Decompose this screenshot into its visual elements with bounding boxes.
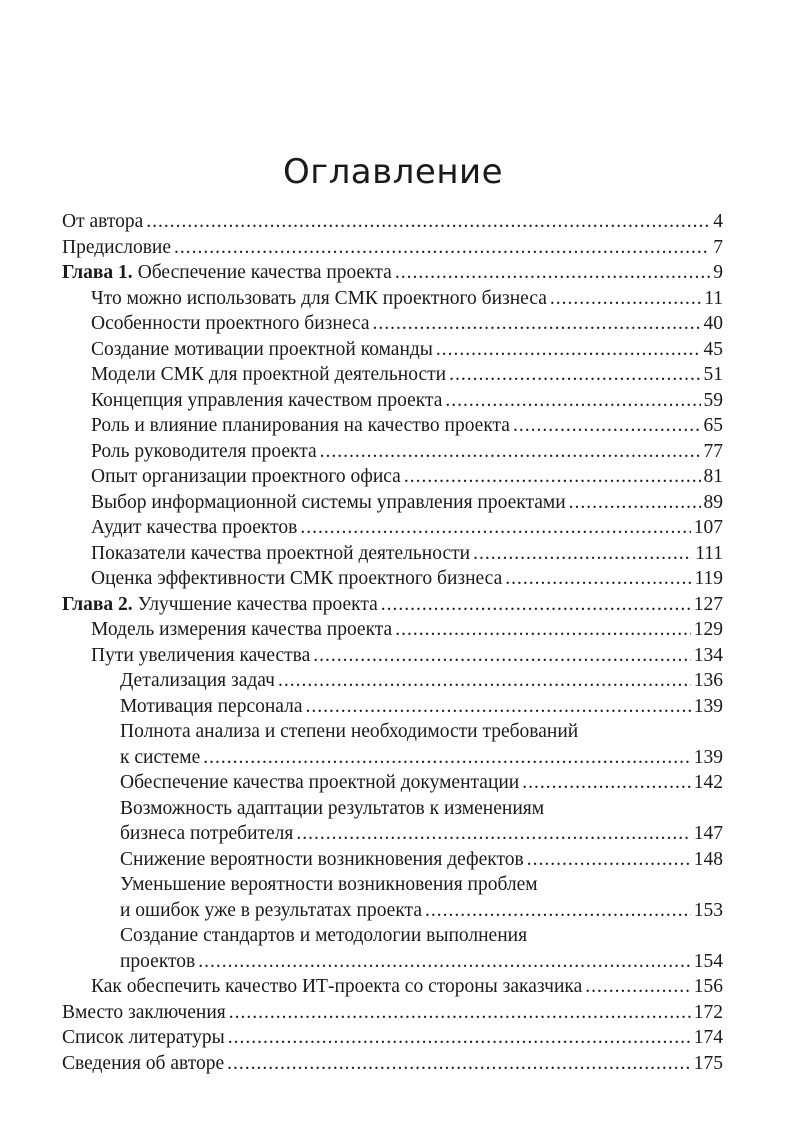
toc-leader-dots [522,770,691,796]
toc-entry-title: Особенности проектного бизнеса [91,313,370,334]
toc-entry[interactable] [62,617,723,643]
toc-chapter-label: Глава 1. [62,262,133,283]
toc-entry-title-continued: к системе [120,746,201,768]
toc-page-number: 175 [693,1052,723,1074]
toc-entry[interactable] [62,1025,723,1051]
toc-entry-title: От автора [62,211,144,232]
toc-entry-title: Аудит качества проектов [91,517,298,538]
toc-entry[interactable] [62,388,723,414]
toc-page-number: 107 [693,517,723,538]
toc-leader-dots [445,388,700,414]
toc-entry-title: Выбор информационной системы управления проектами [91,491,566,513]
toc-page-number: 40 [703,313,723,334]
toc-entry-title: Мотивация персонала [120,695,303,717]
toc-leader-dots [473,541,692,567]
toc-page-number: 139 [693,746,723,768]
toc-entry-title: Опыт организации проектного офиса [91,466,401,487]
toc-entry-title: Роль и влияние планирования на качество проекта [91,415,510,436]
toc-leader-dots [436,337,701,363]
toc-entry-title: Список литературы [62,1027,225,1048]
toc-entry[interactable] [62,974,723,1000]
toc-leader-dots [174,235,710,261]
toc-entry[interactable] [62,694,723,720]
toc-entry-title: Предисловие [62,236,172,258]
toc-entry[interactable] [62,413,723,439]
toc-leader-dots [313,643,690,669]
toc-entry-title: Пути увеличения качества [91,644,311,666]
toc-entry-title: Как обеспечить качество ИТ-проекта со стороны заказчика [91,976,583,997]
toc-leader-dots [203,745,690,771]
toc-entry[interactable] [62,668,723,694]
toc-page-number: 127 [693,593,723,615]
toc-entry-title-continued: и ошибок уже в результатах проекта [120,899,422,921]
page-title: Оглавление [282,152,504,192]
toc-entry[interactable] [62,872,723,923]
toc-page-number: 174 [693,1027,723,1048]
toc-entry[interactable] [62,235,723,261]
toc-leader-dots [381,592,691,618]
toc-page-number: 134 [693,644,723,666]
toc-entry-title: Оценка эффективности СМК проектного бизнеса [91,568,503,589]
toc-chapter-label: Глава 2. [62,593,133,615]
toc-entry-title: Улучшение качества проекта [137,593,378,615]
toc-entry-title: Модели СМК для проектной деятельности [91,364,447,385]
toc-chapter-entry[interactable] [62,592,723,618]
toc-leader-dots [513,413,701,439]
table-of-contents [62,209,723,1076]
toc-page-number: 172 [693,1001,723,1023]
toc-entry[interactable] [62,1051,723,1077]
toc-leader-dots [372,311,700,337]
toc-entry-title: Модель измерения качества проекта [91,619,393,640]
toc-page-number: 45 [703,338,723,360]
toc-entry[interactable] [62,209,723,235]
toc-page-number: 136 [693,670,723,691]
toc-entry[interactable] [62,337,723,363]
toc-entry-title: Полнота анализа и степени необходимости требований [120,721,579,742]
toc-chapter-entry[interactable] [62,260,723,286]
toc-page-number: 59 [703,389,723,411]
toc-page-number: 142 [693,772,723,793]
toc-leader-dots [229,1000,691,1026]
toc-page-number: 111 [695,542,723,564]
toc-page-number: 139 [693,695,723,717]
toc-leader-dots [585,974,691,1000]
toc-leader-dots [320,439,701,465]
toc-page-number: 147 [693,823,723,844]
toc-leader-dots [569,490,701,516]
toc-entry[interactable] [62,286,723,312]
toc-leader-dots [300,515,690,541]
toc-entry-title: Создание стандартов и методологии выполнения [120,925,528,946]
toc-leader-dots [306,694,691,720]
toc-leader-dots [278,668,691,694]
toc-entry[interactable] [62,847,723,873]
toc-entry[interactable] [62,770,723,796]
toc-leader-dots [395,260,710,286]
toc-entry[interactable] [62,490,723,516]
toc-entry-title: Показатели качества проектной деятельности [91,542,471,564]
toc-page-number: 89 [703,491,723,513]
toc-entry-title: Детализация задач [120,670,275,691]
toc-page-number: 65 [703,415,723,436]
toc-page-number: 154 [693,950,723,972]
toc-entry[interactable] [62,464,723,490]
toc-page-number: 9 [713,262,723,283]
toc-page-number: 148 [693,848,723,870]
toc-page-number: 81 [703,466,723,487]
toc-entry-title: Уменьшение вероятности возникновения проблем [120,874,538,895]
toc-entry-title: Возможность адаптации результатов к изменениям [120,797,545,819]
toc-entry[interactable] [62,923,723,974]
toc-entry-title: Роль руководителя проекта [91,440,317,462]
toc-entry[interactable] [62,362,723,388]
toc-entry-title: Обеспечение качества проектной документации [120,772,520,793]
toc-leader-dots [449,362,700,388]
toc-page-number: 119 [694,568,723,589]
toc-leader-dots [404,464,701,490]
toc-page-number: 153 [693,899,723,921]
toc-leader-dots [146,209,710,235]
toc-entry-title: Концепция управления качеством проекта [91,389,443,411]
toc-page-number: 129 [693,619,723,640]
toc-entry[interactable] [62,643,723,669]
toc-entry-title: Снижение вероятности возникновения дефектов [120,848,524,870]
toc-entry-title: Сведения об авторе [62,1052,225,1074]
toc-entry-title: Создание мотивации проектной команды [91,338,433,360]
toc-entry-title-continued: проектов [120,950,196,972]
toc-entry[interactable] [62,541,723,567]
toc-leader-dots [505,566,691,592]
toc-entry[interactable] [62,719,723,770]
toc-entry[interactable] [62,515,723,541]
toc-entry-title-continued: бизнеса потребителя [120,823,294,844]
toc-page-number: 7 [713,236,723,258]
toc-entry-title: Что можно использовать для СМК проектного бизнеса [91,287,547,309]
toc-page-number: 11 [704,287,723,309]
toc-leader-dots [198,949,690,975]
toc-page-number: 4 [713,211,723,232]
toc-entry-title: Вместо заключения [62,1001,226,1023]
toc-entry-title: Обеспечение качества проекта [137,262,392,283]
toc-page-number: 156 [693,976,723,997]
toc-leader-dots [550,286,701,312]
toc-entry[interactable] [62,1000,723,1026]
toc-page-number: 51 [703,364,723,385]
toc-entry[interactable] [62,796,723,847]
toc-leader-dots [227,1051,691,1077]
toc-leader-dots [296,821,690,847]
toc-leader-dots [395,617,691,643]
toc-entry[interactable] [62,311,723,337]
toc-leader-dots [228,1025,691,1051]
toc-entry[interactable] [62,566,723,592]
toc-entry[interactable] [62,439,723,465]
toc-leader-dots [425,898,691,924]
toc-page-number: 77 [703,440,723,462]
toc-leader-dots [527,847,691,873]
